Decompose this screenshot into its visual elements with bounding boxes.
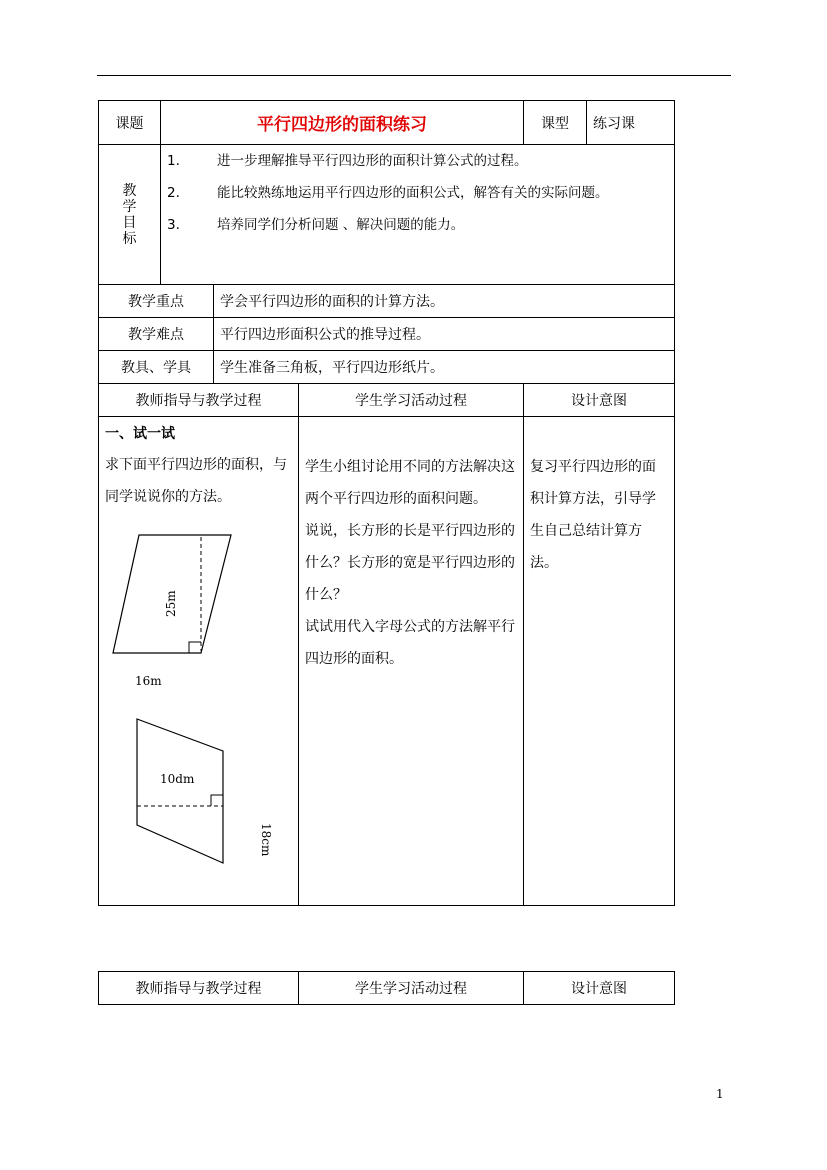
continuation-header-table [98,971,675,1005]
parallelogram-figure-2 [99,711,297,891]
header-rule [97,75,731,76]
objective-item: 2. 能比较熟练地运用平行四边形的面积公式，解答有关的实际问题。 [167,185,609,201]
lesson-label: 课题 [99,101,161,145]
tools-value: 学生准备三角板，平行四边形纸片。 [214,351,675,384]
col-design-header: 设计意图 [524,384,675,417]
objective-item: 3. 培养同学们分析问题 、解决问题的能力。 [167,217,465,233]
section-heading: 一、试一试 [105,426,175,442]
lesson-plan-table [98,100,675,906]
col-teacher-header: 教师指导与教学过程 [99,384,299,417]
teacher-task-text: 求下面平行四边形的面积，与同学说说你的方法。 [105,457,287,505]
student-text-2: 说说，长方形的长是平行四边形的什么？长方形的宽是平行四边形的什么？ [305,523,515,603]
page-number: 1 [716,1087,724,1101]
col-teacher-header-2: 教师指导与教学过程 [99,972,299,1005]
key-point-value: 学会平行四边形的面积的计算方法。 [214,285,675,318]
lesson-title: 平行四边形的面积练习 [161,101,524,145]
key-point-label: 教学重点 [99,285,214,318]
objectives-label: 教学目标 [99,145,161,285]
fig1-height-label: 25m [164,590,178,617]
type-label: 课型 [524,101,587,145]
col-student-header: 学生学习活动过程 [299,384,524,417]
parallelogram-figure-1 [99,513,297,703]
col-design-header-2: 设计意图 [524,972,675,1005]
objectives-list [161,145,675,285]
fig2-height-label: 10dm [160,772,195,786]
student-activity-cell [299,417,524,906]
difficulty-label: 教学难点 [99,318,214,351]
fig2-side-label: 18cm [259,823,273,857]
fig1-base-label: 16m [135,674,162,688]
type-value: 练习课 [587,101,675,145]
teacher-process-cell [99,417,299,906]
student-text-3: 试试用代入字母公式的方法解平行四边形的面积。 [305,619,515,667]
difficulty-value: 平行四边形面积公式的推导过程。 [214,318,675,351]
col-student-header-2: 学生学习活动过程 [299,972,524,1005]
tools-label: 教具、学具 [99,351,214,384]
design-intent-cell [524,417,675,906]
objective-item: 1. 进一步理解推导平行四边形的面积计算公式的过程。 [167,153,528,169]
student-text-1: 学生小组讨论用不同的方法解决这两个平行四边形的面积问题。 [305,459,515,507]
design-text: 复习平行四边形的面积计算方法，引导学生自己总结计算方法。 [530,459,656,571]
